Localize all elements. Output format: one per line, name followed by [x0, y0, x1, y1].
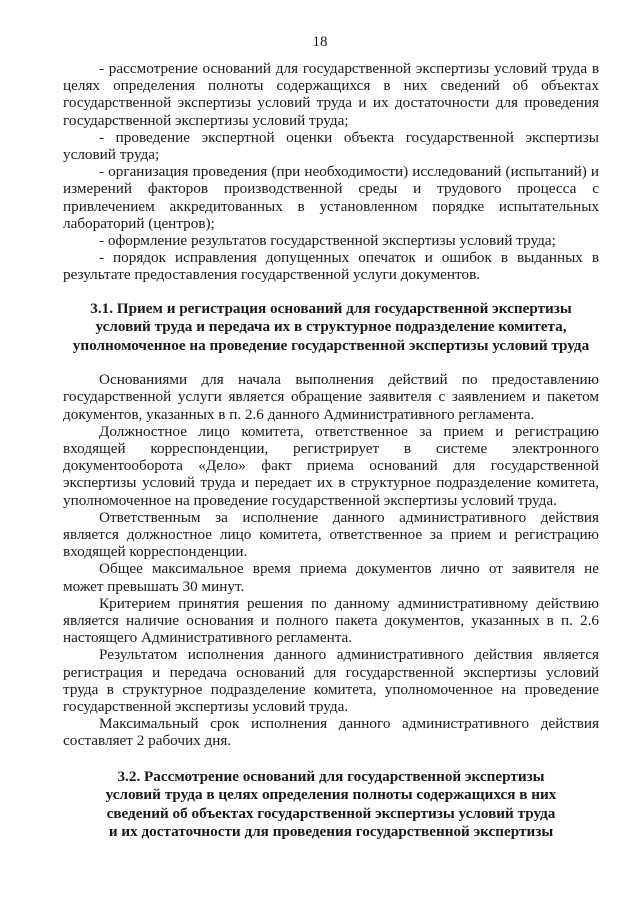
page-number: 18	[312, 34, 328, 50]
list-item: - оформление результатов государственной экспертизы условий труда;	[99, 232, 556, 250]
list-item: - порядок исправления допущенных опечаток и ошибок в выданных в результате предоставления государственной услуги документов.	[63, 249, 599, 284]
paragraph: Ответственным за исполнение данного административного действия является должностное лицо комитета, ответственное за прием и регистрацию входящей корреспонденции.	[63, 508, 599, 561]
section-3-1-body	[63, 371, 599, 749]
paragraph: Должностное лицо комитета, ответственное за прием и регистрацию входящей корреспонденции, регистрирует в системе электронного документооборота «Дело» факт приема оснований для государственной экспертизы условий труда и передает их в структурное подразделение комитета, уполномоченное на проведение государственной экспертизы условий труда.	[63, 422, 599, 509]
heading-line: сведений об объектах государственной экспертизы условий труда	[106, 804, 556, 822]
heading-line: 3.2. Рассмотрение оснований для государственной экспертизы	[117, 767, 545, 785]
paragraph: Общее максимальное время приема документов лично от заявителя не может превышать 30 минут.	[63, 560, 599, 595]
paragraph: Критерием принятия решения по данному административному действию является наличие основания и полного пакета документов, указанных в п. 2.6 настоящего Административного регламента.	[63, 594, 599, 647]
heading-line: 3.1. Прием и регистрация оснований для государственной экспертизы	[90, 299, 572, 317]
paragraph: Максимальный срок исполнения данного административного действия составляет 2 рабочих дня.	[63, 715, 599, 750]
heading-line: условий труда и передача их в структурное подразделение комитета,	[95, 318, 567, 336]
list-item: - проведение экспертной оценки объекта государственной экспертизы условий труда;	[63, 128, 599, 164]
list-item: - рассмотрение оснований для государственной экспертизы условий труда в целях определения полноты содержащихся в них сведений об объектах государственной экспертизы условий труда и их достаточности для проведения государственной экспертизы условий труда;	[63, 60, 599, 129]
section-3-1-heading	[63, 300, 599, 356]
paragraph: Результатом исполнения данного административного действия является регистрация и передача оснований для государственной экспертизы условий труда в структурное подразделение комитета, уполномоченное на проведение государственной экспертизы условий труда.	[63, 646, 599, 715]
paragraph: Основаниями для начала выполнения действий по предоставлению государственной услуги является обращение заявителя с заявлением и пакетом документов, указанных в п. 2.6 данного Административного регламента.	[63, 371, 599, 423]
page-content	[63, 60, 599, 842]
section-3-2-heading	[63, 768, 599, 842]
heading-line: уполномоченное на проведение государственной экспертизы условий труда	[72, 336, 590, 354]
heading-line: и их достаточности для проведения государственной экспертизы	[108, 823, 554, 841]
heading-line: условий труда в целях определения полноты содержащихся в них	[105, 786, 557, 804]
list-item: - организация проведения (при необходимости) исследований (испытаний) и измерений факторов производственной среды и трудового процесса с привлечением аккредитованных в установленном порядке испытательных лабораторий (центров);	[63, 163, 599, 232]
